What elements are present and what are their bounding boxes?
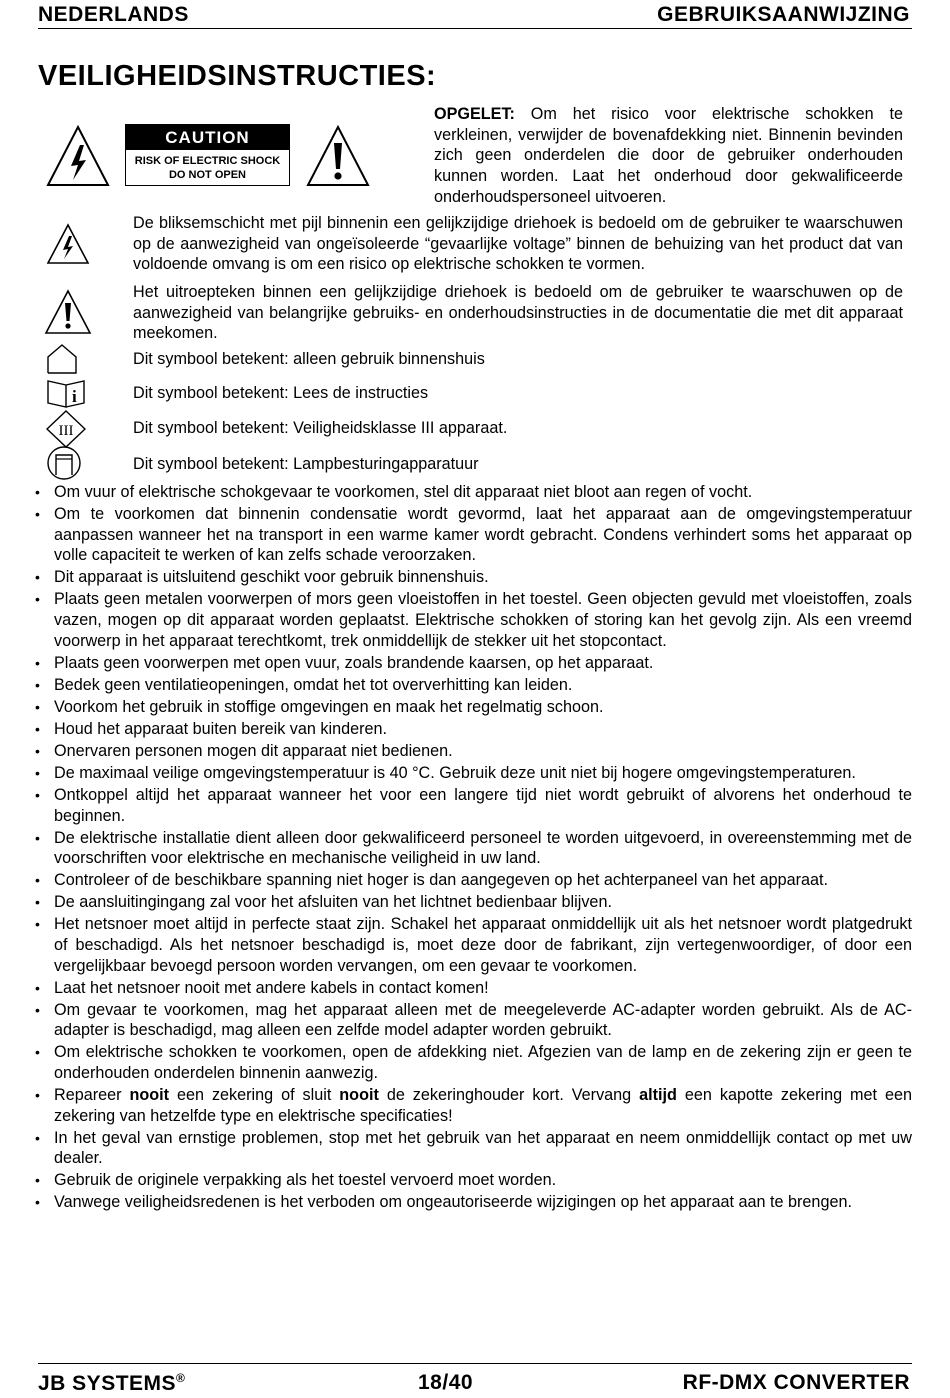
indoor-house-icon [46,343,78,375]
opgelet-label: OPGELET: [434,105,515,123]
list-item: • Om elektrische schokken te voorkomen, open de afdekking niet. Afgezien van de lamp en de zekering zijn er geen te onderhouden onderdelen binnenin aanwezig. [34,1042,912,1083]
exclamation-triangle-icon [306,125,370,187]
opgelet-notice [434,104,903,208]
list-item: • Om te voorkomen dat binnenin condensatie wordt gevormd, laat het apparaat aan de omgevingstemperatuur aanpassen wanneer het na transport in een warme kamer wordt gebracht. Condens verhindert soms het apparaat op volle capaciteit te werken of kan zelfs schade veroorzaken. [34,504,912,566]
lamp-control-icon [46,445,82,481]
fuse-text-1: Repareer [54,1086,130,1105]
list-item: • Vanwege veiligheidsredenen is het verboden om ongeautoriseerde wijzigingen op het apparaat aan te brengen. [34,1192,912,1213]
list-item: • De maximaal veilige omgevingstemperatuur is 40 °C. Gebruik deze unit niet bij hogere omgevingstemperaturen. [34,763,912,784]
fuse-emphasis-2: nooit [339,1086,379,1105]
symbol-text-safety-class: Dit symbool betekent: Veiligheidsklasse III apparaat. [133,419,508,437]
symbol-text-lamp-control: Dit symbool betekent: Lampbesturingapparatuur [133,455,479,473]
list-item: • In het geval van ernstige problemen, stop met het gebruik van het apparaat en neem onmiddellijk contact op met uw dealer. [34,1128,912,1169]
list-item: • Dit apparaat is uitsluitend geschikt voor gebruik binnenshuis. [34,567,912,588]
list-item: • Plaats geen metalen voorwerpen of mors geen vloeistoffen in het toestel. Geen objecten gevuld met vloeistoffen, zoals vazen, mogen op dit apparaat worden geplaatst. Elektrische schokken of storing kan het gevolg zijn. Als een vreemd voorwerp in het apparaat terechtkomt, trek onmiddellijk de stekker uit het stopcontact. [34,589,912,651]
caution-label [125,124,290,186]
list-item: • Bedek geen ventilatieopeningen, omdat het tot oververhitting kan leiden. [34,675,912,696]
fuse-text-2: een zekering of sluit [169,1086,340,1105]
list-item: • Voorkom het gebruik in stoffige omgevingen en maak het regelmatig schoon. [34,697,912,718]
list-item: • Ontkoppel altijd het apparaat wanneer het voor een langere tijd niet wordt gebruikt of alvorens het onderhoud te beginnen. [34,785,912,826]
list-item-fuse [34,1085,912,1126]
list-item: • Om vuur of elektrische schokgevaar te voorkomen, stel dit apparaat niet bloot aan regen of vocht. [34,482,912,503]
safety-class-iii-icon [46,410,86,448]
fuse-emphasis-1: nooit [129,1086,170,1105]
list-item: • De elektrische installatie dient alleen door gekwalificeerd personeel te worden uitgevoerd, in overeenstemming met de voorschriften voor elektrische en mechanische veiligheid in uw land. [34,828,912,869]
opgelet-text: Om het risico voor elektrische schokken te verkleinen, verwijder de bovenafdekking niet. Binnenin bevinden zich geen onderdelen die door de gebruiker onderhouden kunnen worden. Laat het onderhoud door gekwalificeerde onderhoudspersoneel uitvoeren. [434,105,903,206]
page-number: 18/40 [418,1371,474,1394]
list-item: • Gebruik de originele verpakking als het toestel vervoerd moet worden. [34,1170,912,1191]
symbol-text-lightning: De bliksemschicht met pijl binnenin een gelijkzijdige driehoek is bedoeld om de gebruiker te waarschuwen op de aanwezigheid van ongeïsoleerde “gevaarlijke voltage” binnen de behuizing van het product dat van voldoende omvang is om een risico op elektrische schokken te vormen. [133,214,903,274]
header-doc-type: GEBRUIKSAANWIJZING [657,3,910,26]
svg-text:i: i [72,387,77,406]
symbol-text-read-manual: Dit symbool betekent: Lees de instructies [133,384,429,402]
symbol-text-indoor: Dit symbool betekent: alleen gebruik binnenshuis [133,350,485,368]
caution-line-2: DO NOT OPEN [168,169,246,181]
page-footer [38,1363,912,1398]
list-item: • Onervaren personen mogen dit apparaat niet bedienen. [34,741,912,762]
list-item: • Plaats geen voorwerpen met open vuur, zoals brandende kaarsen, op het apparaat. [34,653,912,674]
list-item: • De aansluitingingang zal voor het afsluiten van het lichtnet bedienbaar blijven. [34,892,912,913]
lightning-triangle-icon [46,223,90,265]
list-item: • Om gevaar te voorkomen, mag het apparaat alleen met de meegeleverde AC-adapter worden gebruikt. Als de AC-adapter is beschadigd, mag alleen een zelfde model adapter worden gebruikt. [34,1000,912,1041]
exclamation-triangle-icon [44,289,92,335]
symbol-text-exclamation: Het uitroepteken binnen een gelijkzijdige driehoek is bedoeld om de gebruiker te waarschuwen op de aanwezigheid van belangrijke gebruiks- en onderhoudsinstructies in de documentatie die met dit apparaat meekomen. [133,283,903,343]
footer-brand: JB SYSTEMS® [38,1371,186,1395]
list-item: • Houd het apparaat buiten bereik van kinderen. [34,719,912,740]
lightning-triangle-icon [46,125,110,187]
footer-product: RF-DMX CONVERTER [682,1371,910,1394]
page-header [38,2,912,29]
registered-mark: ® [176,1371,186,1385]
safety-instructions-list [34,482,912,1214]
fuse-text-4: een kapotte zekering met een zekering van hetzelfde type en elektrische specificaties! [54,1086,913,1125]
caution-title: CAUTION [126,125,289,150]
list-item: • Het netsnoer moet altijd in perfecte staat zijn. Schakel het apparaat onmiddellijk uit als het netsnoer wordt platgedrukt of beschadigd. Als het netsnoer beschadigd is, moet deze door de fabrikant, zijn vertegenwoordiger, of door een vergelijkbaar bevoegd persoon worden vervangen, om een gevaar te voorkomen. [34,914,912,976]
page-title: VEILIGHEIDSINSTRUCTIES: [38,60,437,92]
fuse-emphasis-3: altijd [639,1086,677,1105]
list-item: • Controleer of de beschikbare spanning niet hoger is dan aangegeven op het achterpaneel van het apparaat. [34,870,912,891]
list-item: • Laat het netsnoer nooit met andere kabels in contact komen! [34,978,912,999]
fuse-text-3: de zekeringhouder kort. Vervang [378,1086,640,1105]
read-manual-icon [46,379,86,409]
svg-text:III: III [58,423,74,439]
caution-line-1: RISK OF ELECTRIC SHOCK [134,155,281,167]
header-language: NEDERLANDS [38,3,189,26]
